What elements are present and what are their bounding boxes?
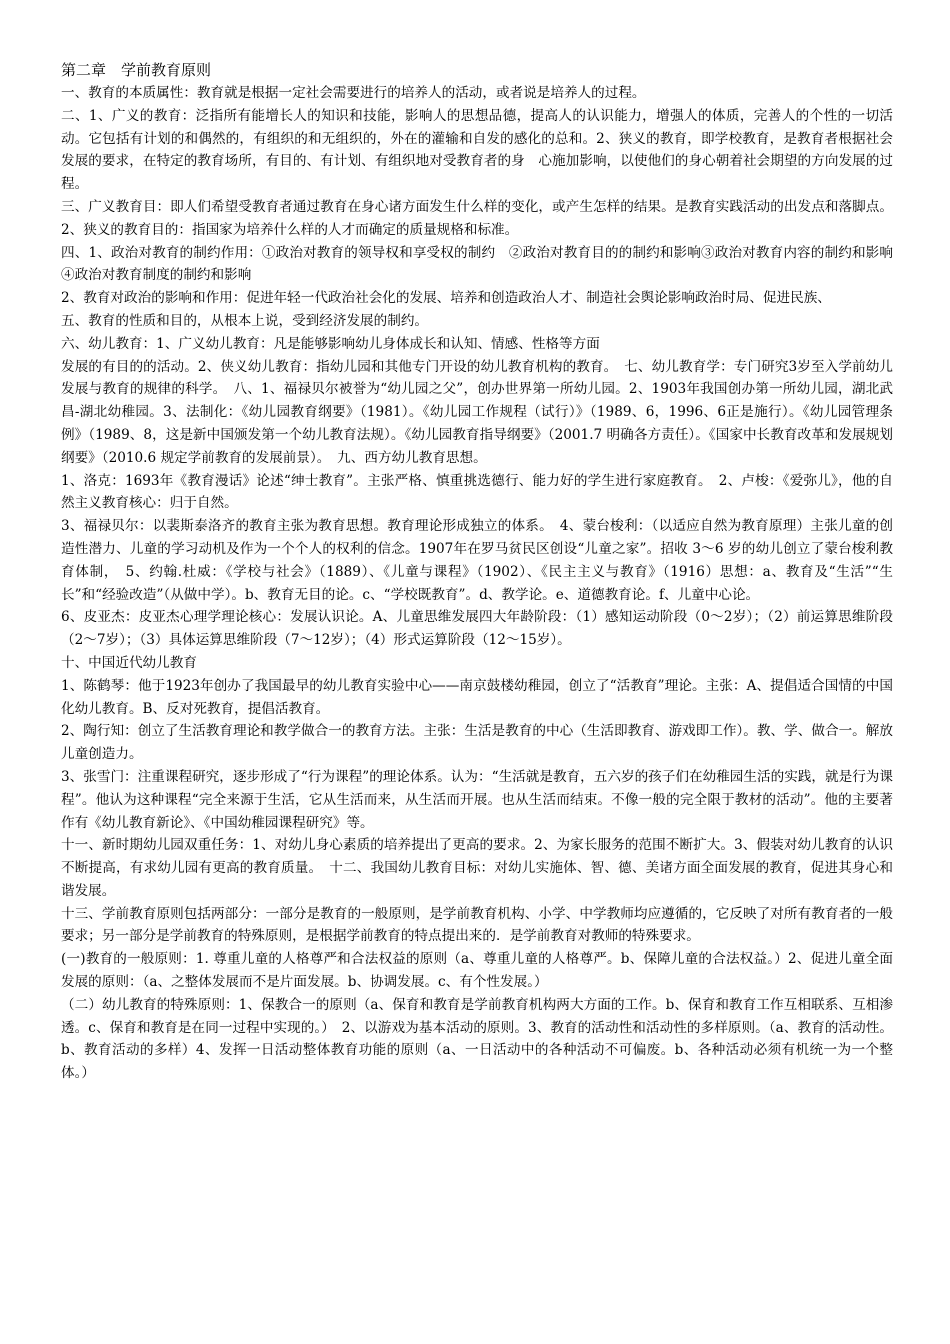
paragraph: 二、1、广义的教育：泛指所有能增长人的知识和技能，影响人的思想品德，提高人的认识能力，增强人的体质，完善人的个性的一切活动。它包括有计划的和偶然的，有组织的和无组织的，外在的灌输和自发的感化的总和。2、狭义的教育，即学校教育，是教育者根据社会发展的要求，在特定的教育场所，有目的、有计划、有组织地对受教育者的身 心施加影响，以使他们的身心朝着社会期望的方向发展的过程。 <box>61 107 893 193</box>
paragraph: 六、幼儿教育：1、广义幼儿教育：凡是能够影响幼儿身体成长和认知、情感、性格等方面 <box>61 335 600 352</box>
paragraph: 十三、学前教育原则包括两部分：一部分是教育的一般原则，是学前教育机构、小学、中学教师均应遵循的，它反映了对所有教育者的一般要求；另一部分是学前教育的特殊原则，是根据学前教育的特点提出来的．是学前教育对教师的特殊要求。 <box>61 905 893 945</box>
paragraph: 1、洛克：1693年《教育漫话》论述“绅士教育”。主张严格、慎重挑选德行、能力好的学生进行家庭教育。 2、卢梭：《爱弥儿》，他的自然主义教育核心：归于自然。 <box>61 472 893 512</box>
paragraph: 6、皮亚杰：皮亚杰心理学理论核心：发展认识论。A、儿童思维发展四大年龄阶段：（1）感知运动阶段（0～2岁）；（2）前运算思维阶段（2～7岁）；（3）具体运算思维阶段（7～12岁）；（4）形式运算阶段（12～15岁）。 <box>61 609 893 649</box>
paragraph: （二）幼儿教育的特殊原则：1、保教合一的原则（a、保育和教育是学前教育机构两大方面的工作。b、保育和教育工作互相联系、互相渗透。c、保育和教育是在同一过程中实现的。） 2、以游戏为基本活动的原则。3、教育的活动性和活动性的多样原则。（a、教育的活动性。b、教育活动的多样）4、发挥一日活动整体教育功能的原则（a、一日活动中的各种活动不可偏废。b、各种活动必须有机统一为一个整体。） <box>61 996 893 1082</box>
chapter-title: 第二章 学前教育原则 <box>61 61 212 79</box>
paragraph: 三、广义教育目：即人们希望受教育者通过教育在身心诸方面发生什么样的变化，或产生怎样的结果。是教育实践活动的出发点和落脚点。2、狭义的教育目的：指国家为培养什么样的人才而确定的质量规格和标准。 <box>61 198 893 238</box>
paragraph: 2、陶行知：创立了生活教育理论和教学做合一的教育方法。主张：生活是教育的中心（生活即教育、游戏即工作）。教、学、做合一。解放儿童创造力。 <box>61 723 893 763</box>
paragraph: 一、教育的本质属性：教育就是根据一定社会需要进行的培养人的活动，或者说是培养人的过程。 <box>61 85 646 101</box>
paragraph: 四、1、政治对教育的制约作用：①政治对教育的领导权和享受权的制约 ②政治对教育目的的制约和影响③政治对教育内容的制约和影响④政治对教育制度的制约和影响 <box>61 244 893 284</box>
document-page <box>61 58 893 1085</box>
section-heading: 十、中国近代幼儿教育 <box>61 654 197 671</box>
paragraph: 2、教育对政治的影响和作用：促进年轻一代政治社会化的发展、培养和创造政治人才、制造社会舆论影响政治时局、促进民族、 <box>61 290 831 307</box>
paragraph: (一)教育的一般原则：1. 尊重儿童的人格尊严和合法权益的原则（a、尊重儿童的人格尊严。b、保障儿童的合法权益。）2、促进儿童全面发展的原则：（a、之整体发展而不是片面发展。b、协调发展。c、有个性发展。） <box>61 951 893 991</box>
paragraph: 1、陈鹤琴：他于1923年创办了我国最早的幼儿教育实验中心——南京鼓楼幼稚园，创立了“活教育”理论。主张：A、提倡适合国情的中国化幼儿教育。B、反对死教育，提倡活教育。 <box>61 677 893 717</box>
paragraph: 发展的有目的的活动。2、侠义幼儿教育：指幼儿园和其他专门开设的幼儿教育机构的教育。 七、幼儿教育学：专门研究3岁至入学前幼儿发展与教育的规律的科学。 八、1、福禄贝尔被誉为“幼儿园之父”，创办世界第一所幼儿园。2、1903年我国创办第一所幼儿园，湖北武昌-湖北幼稚园。3、法制化：《幼儿园教育纲要》（1981）。《幼儿园工作规程（试行）》（1989、6，1996、6正是施行）。《幼儿园管理条例》（1989、8，这是新中国颁发第一个幼儿教育法规）。《幼儿园教育指导纲要》（2001.7 明确各方责任）。《国家中长教育改革和发展规划纲要》（2010.6 规定学前教育的发展前景）。 九、西方幼儿教育思想。 <box>61 358 893 466</box>
paragraph: 十一、新时期幼儿园双重任务：1、对幼儿身心素质的培养提出了更高的要求。2、为家长服务的范围不断扩大。3、假装对幼儿教育的认识不断提高，有求幼儿园有更高的教育质量。 十二、我国幼儿教育目标：对幼儿实施体、智、德、美诸方面全面发展的教育，促进其身心和谐发展。 <box>61 837 893 899</box>
paragraph: 五、教育的性质和目的，从根本上说，受到经济发展的制约。 <box>61 312 429 329</box>
paragraph: 3、福禄贝尔：以裴斯泰洛齐的教育主张为教育思想。教育理论形成独立的体系。 4、蒙台梭利：（以适应自然为教育原理）主张儿童的创造性潜力、儿童的学习动机及作为一个个人的权利的信念。1907年在罗马贫民区创设“儿童之家”。招收 3～6 岁的幼儿创立了蒙台梭利教育体制， 5、约翰.杜威：《学校与社会》（1889）、《儿童与课程》（1902）、《民主主义与教育》（1916）思想：a、教育及“生活”“生长”和“经验改造”（从做中学）。b、教育无目的论。c、“学校既教育”。d、教学论。e、道德教育论。f、儿童中心论。 <box>61 518 893 603</box>
paragraph: 3、张雪门：注重课程研究，逐步形成了“行为课程”的理论体系。认为：“生活就是教育，五六岁的孩子们在幼稚园生活的实践，就是行为课程”。他认为这种课程“完全来源于生活，它从生活而来，从生活而开展。也从生活而结束。不像一般的完全限于教材的活动”。他的主要著作有《幼儿教育新论》、《中国幼稚园课程研究》等。 <box>61 768 893 831</box>
